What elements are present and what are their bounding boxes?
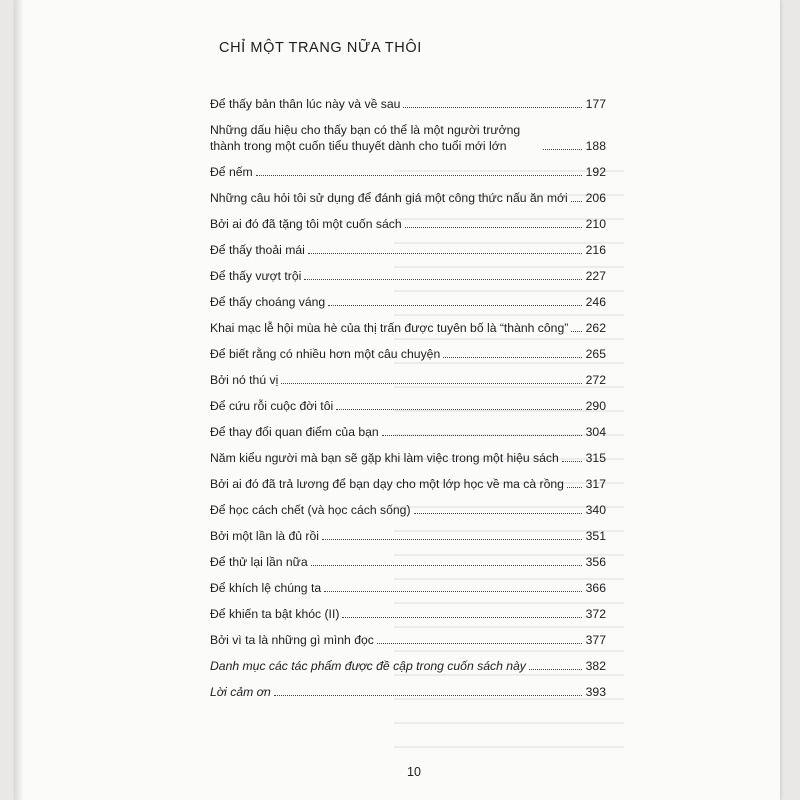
- toc-entry-page: 188: [585, 139, 606, 153]
- toc-entry-title: Khai mạc lễ hội mùa hè của thị trấn được tuyên bố là “thành công”: [210, 321, 569, 335]
- dot-leader: [304, 279, 582, 280]
- toc-entry: [210, 632, 606, 648]
- toc-entry-title: Để thấy vượt trội: [210, 269, 302, 283]
- toc-entry-title: Bởi nó thú vị: [210, 373, 279, 387]
- toc-entry-title: Để học cách chết (và học cách sống): [210, 503, 411, 517]
- toc-entry: [210, 580, 606, 596]
- toc-entry-page: 265: [585, 347, 606, 361]
- toc-entry: [210, 372, 606, 388]
- page-gutter-shadow: [14, 0, 24, 800]
- toc-entry: [210, 554, 606, 570]
- toc-entry-page: 206: [585, 191, 606, 205]
- running-head: CHỈ MỘT TRANG NỮA THÔI: [219, 40, 422, 56]
- book-page: [14, 0, 780, 800]
- toc-entry: [210, 658, 606, 674]
- dot-leader: [562, 461, 582, 462]
- toc-entry: [210, 96, 606, 112]
- dot-leader: [311, 565, 582, 566]
- dot-leader: [256, 175, 582, 176]
- toc-entry-title: Để thấy bản thân lúc này và về sau: [210, 97, 401, 111]
- toc-entry-page: 210: [585, 217, 606, 231]
- toc-entry-title: Để nếm: [210, 165, 253, 179]
- dot-leader: [403, 107, 582, 108]
- toc-entry: [210, 122, 606, 154]
- toc-entry: [210, 164, 606, 180]
- toc-entry-title: Bởi vì ta là những gì mình đọc: [210, 633, 374, 647]
- toc-entry-page: 246: [585, 295, 606, 309]
- toc-entry-page: 377: [585, 633, 606, 647]
- dot-leader: [571, 201, 582, 202]
- toc-entry-title: Để thấy choáng váng: [210, 295, 326, 309]
- toc-entry-page: 304: [585, 425, 606, 439]
- toc-entry-page: 290: [585, 399, 606, 413]
- toc-entry-page: 177: [585, 97, 606, 111]
- toc-entry-title: Để khiến ta bật khóc (II): [210, 607, 340, 621]
- toc-entry-title: Để thấy thoải mái: [210, 243, 305, 257]
- dot-leader: [336, 409, 582, 410]
- toc-entry: [210, 294, 606, 310]
- toc-entry-page: 262: [585, 321, 606, 335]
- toc-entry: [210, 424, 606, 440]
- toc-entry-title: Để cứu rỗi cuộc đời tôi: [210, 399, 334, 413]
- toc-entry-page: 315: [585, 451, 606, 465]
- toc-entry: [210, 502, 606, 518]
- toc-entry-title: Để khích lệ chúng ta: [210, 581, 322, 595]
- toc-entry: [210, 398, 606, 414]
- toc-entry: [210, 216, 606, 232]
- toc-entry-title: Những câu hỏi tôi sử dụng để đánh giá một công thức nấu ăn mới: [210, 191, 568, 205]
- toc-entry-page: 192: [585, 165, 606, 179]
- toc-entry-title: Danh mục các tác phẩm được đề cập trong cuốn sách này: [210, 659, 526, 673]
- dot-leader: [308, 253, 582, 254]
- dot-leader: [281, 383, 582, 384]
- dot-leader: [324, 591, 582, 592]
- toc-entry-page: 227: [585, 269, 606, 283]
- toc-entry-title: Lời cảm ơn: [210, 685, 271, 699]
- dot-leader: [443, 357, 582, 358]
- dot-leader: [414, 513, 582, 514]
- toc-entry: [210, 320, 606, 336]
- toc-entry-title: Để thử lại lần nữa: [210, 555, 308, 569]
- toc-entry-page: 366: [585, 581, 606, 595]
- dot-leader: [571, 331, 582, 332]
- toc-entry: [210, 684, 606, 700]
- toc-entry-title: Bởi ai đó đã tặng tôi một cuốn sách: [210, 217, 402, 231]
- toc-entry: [210, 528, 606, 544]
- dot-leader: [405, 227, 582, 228]
- dot-leader: [328, 305, 582, 306]
- table-of-contents: [210, 96, 606, 710]
- toc-entry-title: Bởi ai đó đã trả lương để bạn dạy cho một lớp học về ma cà rồng: [210, 477, 564, 491]
- dot-leader: [543, 149, 582, 150]
- toc-entry: [210, 242, 606, 258]
- dot-leader: [377, 643, 582, 644]
- toc-entry-title: Để thay đổi quan điểm của bạn: [210, 425, 379, 439]
- dot-leader: [382, 435, 582, 436]
- toc-entry: [210, 190, 606, 206]
- toc-entry-title: Những dấu hiệu cho thấy bạn có thể là một người trưởng thành trong một cuốn tiểu thuyết dành cho tuổi mới lớn: [210, 123, 521, 153]
- toc-entry-title: Bởi một lần là đủ rồi: [210, 529, 319, 543]
- toc-entry: [210, 346, 606, 362]
- toc-entry: [210, 476, 606, 492]
- toc-entry: [210, 268, 606, 284]
- page-number: 10: [407, 765, 421, 779]
- toc-entry-title: Năm kiểu người mà bạn sẽ gặp khi làm việc trong một hiệu sách: [210, 451, 559, 465]
- toc-entry-page: 393: [585, 685, 606, 699]
- dot-leader: [567, 487, 582, 488]
- toc-entry-page: 372: [585, 607, 606, 621]
- toc-entry: [210, 450, 606, 466]
- dot-leader: [322, 539, 582, 540]
- toc-entry-page: 216: [585, 243, 606, 257]
- toc-entry-page: 351: [585, 529, 606, 543]
- dot-leader: [529, 669, 582, 670]
- toc-entry-title: Để biết rằng có nhiều hơn một câu chuyện: [210, 347, 441, 361]
- toc-entry-page: 356: [585, 555, 606, 569]
- dot-leader: [274, 695, 582, 696]
- toc-entry-page: 317: [585, 477, 606, 491]
- toc-entry-page: 340: [585, 503, 606, 517]
- toc-entry-page: 272: [585, 373, 606, 387]
- toc-entry: [210, 606, 606, 622]
- toc-entry-page: 382: [585, 659, 606, 673]
- dot-leader: [342, 617, 582, 618]
